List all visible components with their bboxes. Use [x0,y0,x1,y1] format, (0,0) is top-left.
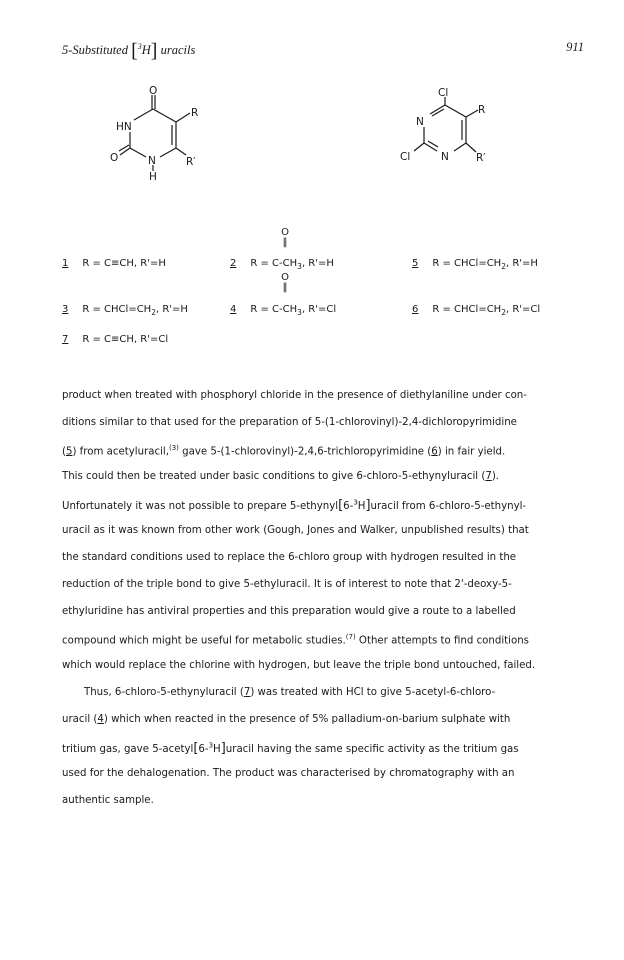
pyrimidine-n-bottom: N [441,151,449,163]
p2-line-4: used for the dehalogenation. The product was characterised by chromatography with an [62,768,515,779]
uracil-h: H [149,171,157,183]
pyrimidine-cl-top: Cl [438,87,449,99]
pyrimidine-n-left: N [416,116,424,128]
uracil-n: N [148,155,156,167]
pyrimidine-r-prime: R′ [476,152,486,164]
uracil-hn: HN [116,121,132,133]
compound-4-carbonyl: O ‖ [281,272,289,293]
p2-line-2: uracil (4) which when reacted in the presence of 5% palladium-on-barium sulphate with [62,714,511,725]
p1-line-6: uracil as it was known from other work (Gough, Jones and Walker, unpublished results) that [62,525,529,536]
pyrimidine-cl-bottom: Cl [400,151,411,163]
p1-line-2: ditions similar to that used for the preparation of 5-(1-chlorovinyl)-2,4-dichloropyrimidine [62,417,517,428]
compound-6: 6 $R = CHCl=CH_2$, R'=Cl [412,304,541,317]
p1-line-1: product when treated with phosphoryl chloride in the presence of diethylaniline under con- [62,390,527,401]
compound-1: 1 R = C≡CH, R'=H [62,258,166,269]
p1-line-11: which would replace the chlorine with hydrogen, but leave the triple bond untouched, failed. [62,660,536,671]
compound-3: 3 $R = CHCl=CH_2$, R'=H [62,304,188,317]
running-header [62,40,584,64]
p1-line-10: compound which might be useful for metabolic studies.$^{(7)}$ Other attempts to find conditions [62,633,529,647]
p1-line-3: (5) from acetyluracil,$^{(3)}$ gave 5-(1-chlorovinyl)-2,4,6-trichloropyrimidine (6) in fair yield. [62,444,506,458]
compound-2: 2 $R = C-CH_3$, R'=H [230,258,334,271]
pyrimidine-r: R [478,104,486,116]
header-title: 5-Substituted [$^3$H] uracils [62,40,196,62]
uracil-r-prime: R′ [186,156,196,168]
uracil-o-top: O [149,85,158,97]
compound-2-carbonyl: O ‖ [281,227,289,248]
p2-line-3: tritium gas, gave 5-acetyl[6-$^3$H]uracil having the same specific activity as the tritium gas [62,741,519,756]
p1-line-7: the standard conditions used to replace the 6-chloro group with hydrogen resulted in the [62,552,517,563]
p1-line-4: This could then be treated under basic conditions to give 6-chloro-5-ethynyluracil (7). [62,471,500,482]
p2-line-1: Thus, 6-chloro-5-ethynyluracil (7) was treated with HCl to give 5-acetyl-6-chloro- [84,687,496,698]
p1-line-5: Unfortunately it was not possible to prepare 5-ethynyl[6-$^3$H]uracil from 6-chloro-5-ethynyl- [62,498,527,513]
compound-7: 7 R = C≡CH, R'=Cl [62,334,169,345]
p1-line-8: reduction of the triple bond to give 5-ethyluracil. It is of interest to note that 2'-deoxy-5- [62,579,512,590]
uracil-o-bottom: O [110,152,119,164]
compound-4: 4 $R = C-CH_3$, R'=Cl [230,304,337,317]
page-number: 911 [566,40,584,54]
p2-line-5: authentic sample. [62,795,154,806]
p1-line-9: ethyluridine has antiviral properties and this preparation would give a route to a labelled [62,606,516,617]
uracil-r: R [191,107,199,119]
uracil-structure [0,85,624,195]
compound-5: 5 $R = CHCl=CH_2$, R'=H [412,258,538,271]
chemical-structures [0,85,624,195]
